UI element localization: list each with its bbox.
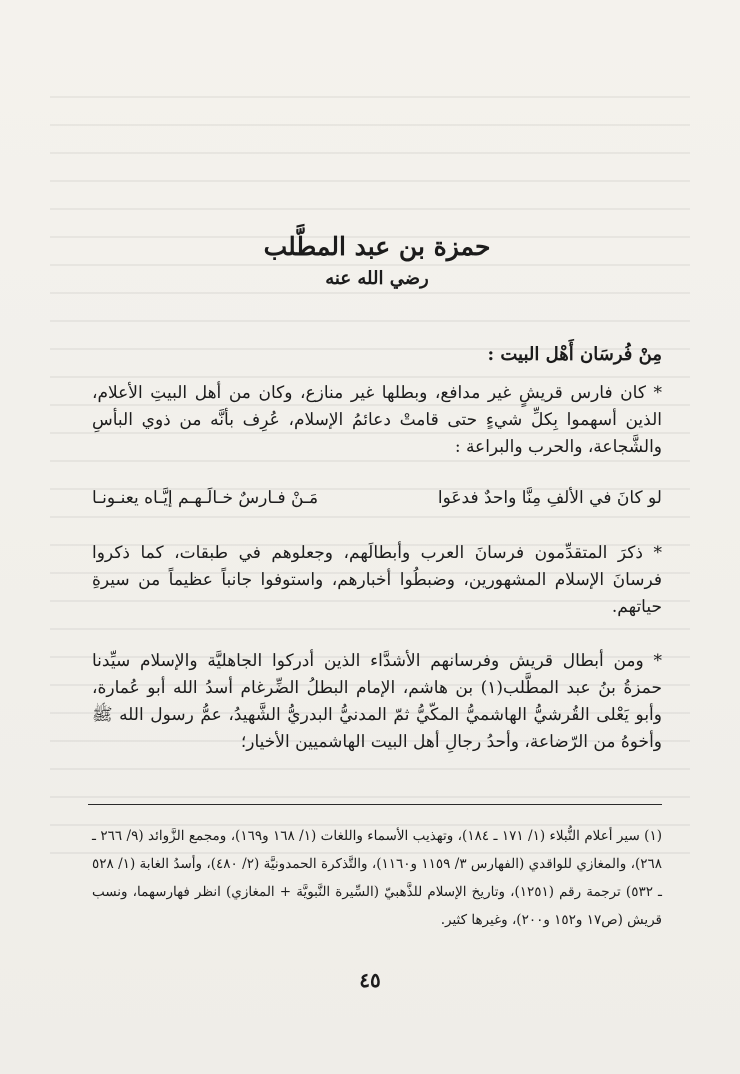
verse-second-hemistich: مَـنْ فـارسٌ خـالَـهـم إيَّـاه يعنـونـا	[92, 488, 319, 508]
verse-first-hemistich: لو كانَ في الألفِ مِنَّا واحدٌ فدعَوا	[437, 488, 662, 508]
paragraph-3: * ومن أبطال قريش وفرسانهم الأشدَّاء الذين أدركوا الجاهليَّة والإسلام سيِّدنا حمزةُ بنُ عبد المطَّلب(١) بن هاشم، الإمام البطلُ الضِّرغام أسدُ الله أبو عُمارة، وأبو يَعْلى القُرشيُّ الهاشميُّ المكّيُّ ثمّ المدنيُّ البدريُّ الشَّهيدُ، عمُّ رسول الله ﷺ وأخوهُ من الرّضاعة، وأحدُ رجالِ أهل البيت الهاشميين الأخيار؛	[92, 651, 663, 752]
footnote-separator	[88, 804, 662, 805]
poetry-verse	[92, 488, 662, 508]
page-number: ٤٥	[359, 968, 381, 992]
section-heading: مِنْ فُرسَان أَهْل البيت :	[487, 344, 662, 365]
chapter-title: حمزة بن عبد المطَّلب	[263, 232, 491, 261]
show-through-text	[40, 70, 700, 950]
paragraph-2: * ذكرَ المتقدِّمون فرسانَ العرب وأبطالَهم، وجعلوهم في طبقات، كما ذكروا فرسانَ الإسلام المشهورين، وضبطُوا أخبارهم، واستوفوا جانباً عظيماً من سيرةِ حياتهم.	[92, 543, 662, 617]
paragraph-1: * كان فارس قريشٍ غير مدافع، وبطلها غير منازع، وكان من أهل البيتِ الأعلام، الذين أسهموا بِكلِّ شيءٍ حتى قامتْ دعائمُ الإسلام، عُرِف بأنَّه من ذوي البأسِ والشَّجاعة، والحرب والبراعة :	[92, 383, 662, 457]
chapter-subtitle: رضي الله عنه	[325, 268, 429, 289]
footnote: (١) سير أعلام النُّبلاء (١/ ١٧١ ـ ١٨٤)، وتهذيب الأسماء واللغات (١/ ١٦٨ و١٦٩)، ومجمع الزَّوائد (٩/ ٢٦٦ ـ ٢٦٨)، والمغازي للواقدي (الفهارس ٣/ ١١٥٩ و١١٦٠)، والتَّذكرة الحمدونيَّة (٢/ ٤٨٠)، وأسدُ الغابة (١/ ٥٢٨ ـ ٥٣٢) ترجمة رقم (١٢٥١)، وتاريخ الإسلام للذَّهبيّ (السِّيرة النَّبويَّة + المغازي) انظر فهارسهما، ونسب قريش (ص١٧ و١٥٢ و٢٠٠)، وغيرها كثير.	[92, 828, 663, 928]
